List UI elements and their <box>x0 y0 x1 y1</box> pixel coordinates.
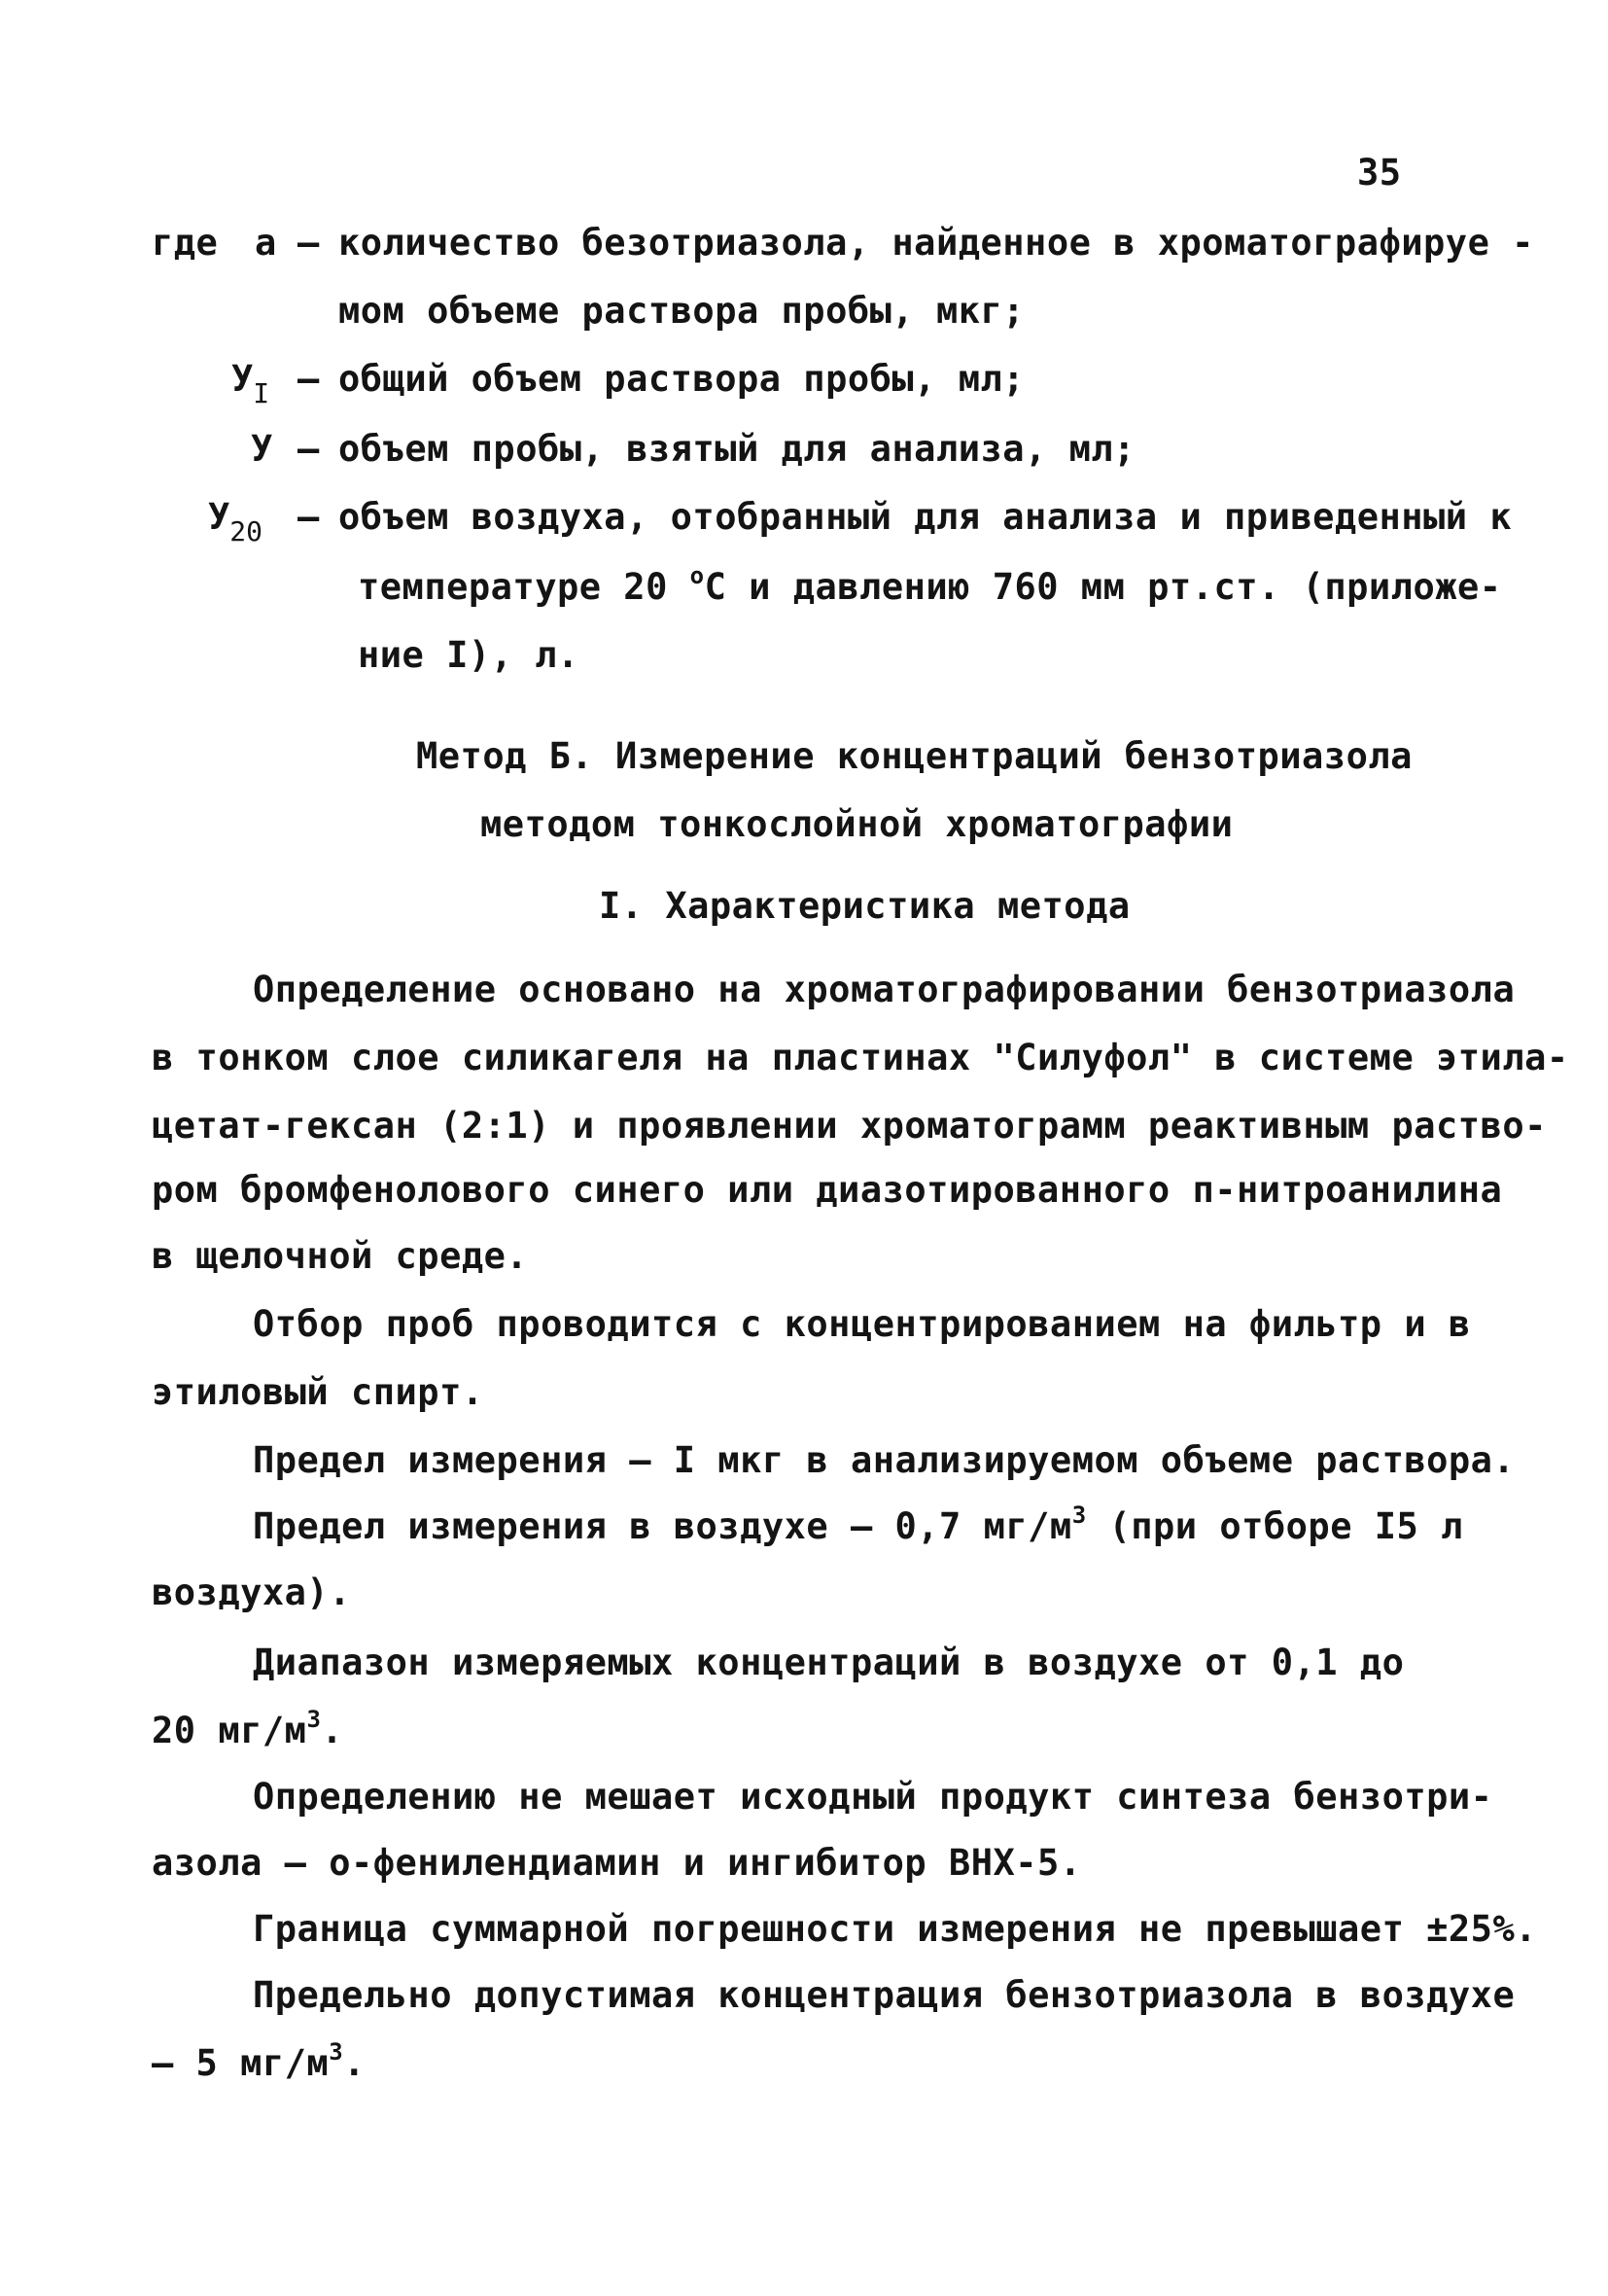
def-a-line2: мом объеме раствора пробы, мкг; <box>338 290 1026 332</box>
p1-line3: цетат-гексан (2:1) и проявлении хроматограмм реактивным раство- <box>152 1105 1547 1147</box>
method-title-line2: методом тонкослойной хроматографии <box>480 803 1234 845</box>
def-gde-word: где <box>152 222 219 264</box>
p1-line4: ром бромфенолового синего или диазотированного п-нитроанилина <box>152 1169 1503 1211</box>
p1-line2: в тонком слое силикагеля на пластинах "Силуфол" в системе этила- <box>152 1037 1569 1078</box>
p4-line1 <box>253 1501 1463 1552</box>
def-v-dash: – <box>297 428 320 470</box>
def-v1-symbol <box>231 358 270 409</box>
p3-line: Предел измерения – I мкг в анализируемом объеме раствора. <box>253 1439 1516 1481</box>
def-v20-line3: ние I), л. <box>358 634 579 676</box>
def-v20-line2 <box>358 562 1502 613</box>
p2-line2: этиловый спирт. <box>152 1371 484 1413</box>
p8-line2-b: . <box>343 2042 366 2084</box>
def-v20-line2-a: температуре 20 <box>358 566 668 608</box>
def-v-text: объем пробы, взятый для анализа, мл; <box>338 428 1136 470</box>
def-a-symbol: а <box>255 222 277 264</box>
p4-line1-sup: 3 <box>1071 1501 1087 1529</box>
p6-line2: азола – о-фенилендиамин и ингибитор ВНХ-5. <box>152 1842 1082 1884</box>
section-title: I. Характеристика метода <box>599 885 1131 927</box>
p5-line2-sup: 3 <box>306 1706 322 1733</box>
p8-line2-a: – 5 мг/м <box>152 2042 330 2084</box>
def-v1-symbol-sub: I <box>253 377 270 409</box>
p5-line1: Диапазон измеряемых концентраций в воздухе от 0,1 до <box>253 1642 1405 1683</box>
p4-line1-a: Предел измерения в воздухе – 0,7 мг/м <box>253 1505 1072 1547</box>
def-v20-line2-sup: о <box>689 562 705 589</box>
p8-line2-sup: 3 <box>329 2038 344 2066</box>
p7-line: Граница суммарной погрешности измерения не превышает ±25%. <box>253 1908 1538 1950</box>
method-title-line1: Метод Б. Измерение концентраций бензотриазола <box>416 735 1413 777</box>
p4-line2: воздуха). <box>152 1572 351 1613</box>
def-v20-symbol-sub: 20 <box>229 515 262 548</box>
def-a-dash: – <box>297 222 320 264</box>
p5-line2 <box>152 1706 344 1756</box>
p2-line1: Отбор проб проводится с концентрированием на фильтр и в <box>253 1303 1471 1345</box>
def-v20-line2-b: С и давлению 760 мм рт.ст. (приложе- <box>704 566 1502 608</box>
p5-line2-a: 20 мг/м <box>152 1710 307 1751</box>
def-v1-text: общий объем раствора пробы, мл; <box>338 358 1026 400</box>
p8-line2 <box>152 2038 366 2089</box>
def-v-symbol: У <box>251 428 273 470</box>
def-v1-dash: – <box>297 358 320 400</box>
def-a-line1: количество безотриазола, найденное в хроматографируе - <box>338 222 1534 264</box>
p8-line1: Предельно допустимая концентрация бензотриазола в воздухе <box>253 1974 1516 2016</box>
p6-line1: Определению не мешает исходный продукт синтеза бензотри- <box>253 1776 1493 1818</box>
p4-line1-b: (при отборе I5 л <box>1086 1505 1463 1547</box>
p1-line1: Определение основано на хроматографировании бензотриазола <box>253 969 1516 1010</box>
def-v20-dash: – <box>297 496 320 538</box>
p5-line2-b: . <box>321 1710 344 1751</box>
page-number: 35 <box>1357 152 1402 194</box>
def-v20-line1: объем воздуха, отобранный для анализа и приведенный к <box>338 496 1513 538</box>
def-v20-symbol-main: У <box>208 496 230 538</box>
def-v1-symbol-main: У <box>231 358 254 400</box>
def-v20-symbol <box>208 496 262 548</box>
p1-line5: в щелочной среде. <box>152 1235 529 1277</box>
